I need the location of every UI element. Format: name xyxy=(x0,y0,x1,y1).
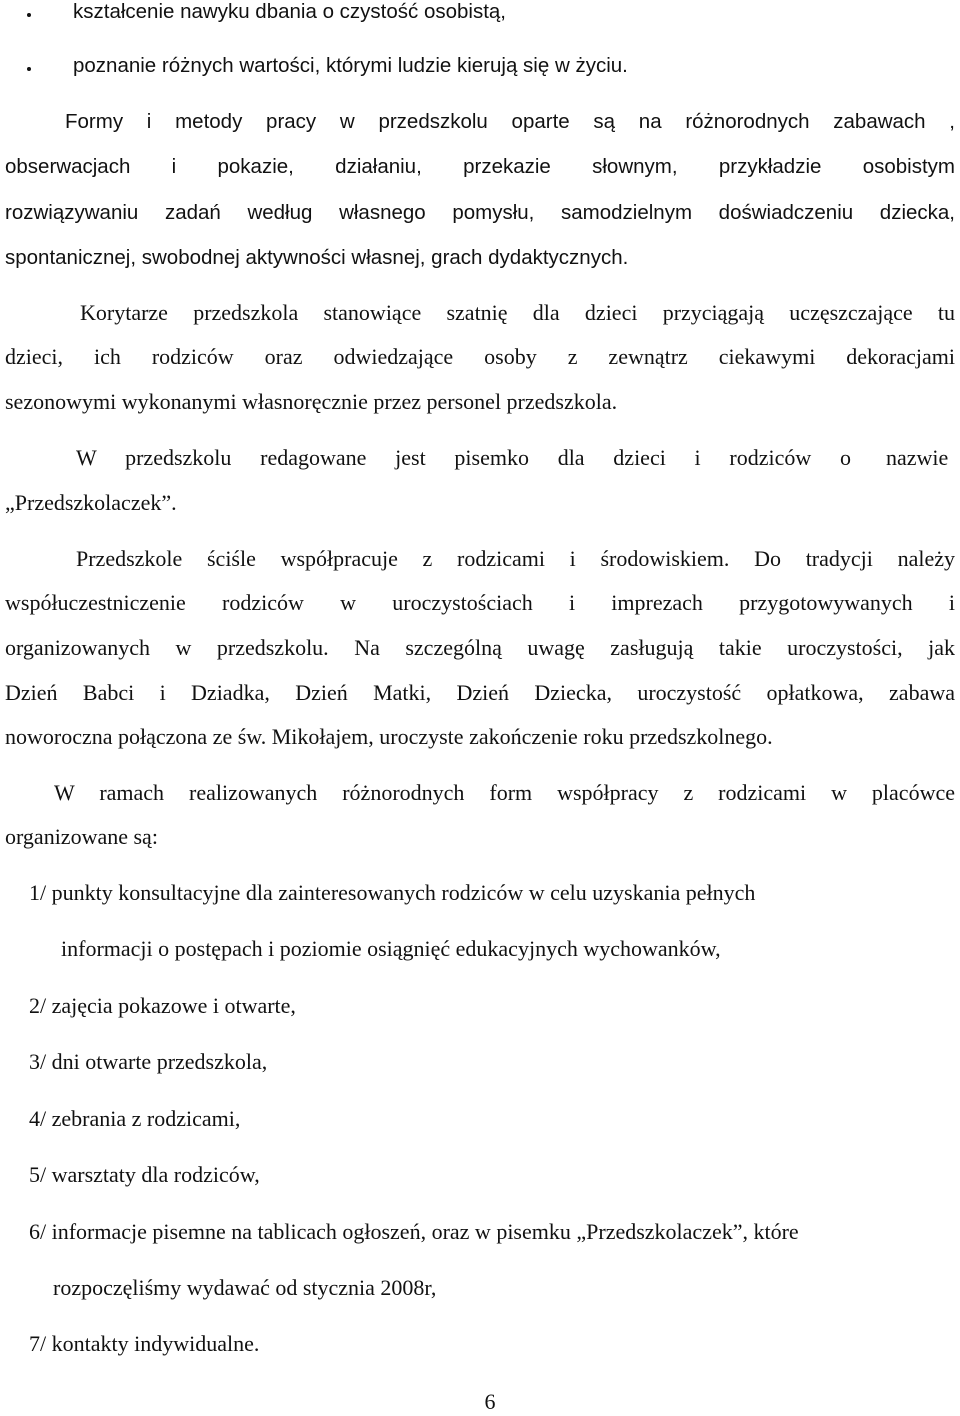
bullet-item-hygiene: kształcenie nawyku dbania o czystość osobistą, xyxy=(73,0,507,23)
list-item-continuation: informacji o postępach i poziomie osiągnięć edukacyjnych wychowanków, xyxy=(61,936,721,961)
cooperation-paragraph-line: Dzień Babci i Dziadka, Dzień Matki, Dzień Dziecka, uroczystość opłatkowa, zabawa xyxy=(5,680,955,705)
list-item: 4/ zebrania z rodzicami, xyxy=(29,1106,241,1131)
magazine-paragraph-line: W przedszkolu redagowane jest pisemko dla dzieci i rodziców o xyxy=(76,445,851,470)
list-item: 7/ kontakty indywidualne. xyxy=(29,1331,260,1356)
list-item: 3/ dni otwarte przedszkola, xyxy=(29,1049,268,1074)
cooperation-paragraph-line: Przedszkole ściśle współpracuje z rodzicami i środowiskiem. Do tradycji należy xyxy=(76,546,955,571)
corridors-paragraph-line: Korytarze przedszkola stanowiące szatnię dla dzieci przyciągają uczęszczające tu xyxy=(80,300,955,325)
magazine-paragraph-line: „Przedszkolaczek”. xyxy=(5,490,177,515)
page-number: 6 xyxy=(484,1389,496,1414)
bullet-dot xyxy=(27,67,31,71)
corridors-paragraph-line: dzieci, ich rodziców oraz odwiedzające osoby z zewnątrz ciekawymi dekoracjami xyxy=(5,344,955,369)
forms-intro-line: organizowane są: xyxy=(5,824,158,849)
list-item: 2/ zajęcia pokazowe i otwarte, xyxy=(29,993,296,1018)
cooperation-paragraph-line: noworoczna połączona ze św. Mikołajem, uroczyste zakończenie roku przedszkolnego. xyxy=(5,724,773,749)
forms-paragraph-line: spontanicznej, swobodnej aktywności własnej, grach dydaktycznych. xyxy=(5,246,629,269)
list-item: 6/ informacje pisemne na tablicach ogłoszeń, oraz w pisemku „Przedszkolaczek”, które xyxy=(29,1219,799,1244)
list-item: 5/ warsztaty dla rodziców, xyxy=(29,1162,260,1187)
bullet-item-values: poznanie różnych wartości, którymi ludzie kierują się w życiu. xyxy=(73,54,628,77)
bullet-dot xyxy=(27,13,31,17)
forms-paragraph-line: obserwacjach i pokazie, działaniu, przekazie słownym, przykładzie osobistym xyxy=(5,155,955,178)
forms-paragraph-line: Formy i metody pracy w przedszkolu oparte są na różnorodnych zabawach , xyxy=(65,110,955,133)
list-item: 1/ punkty konsultacyjne dla zainteresowanych rodziców w celu uzyskania pełnych xyxy=(29,880,756,905)
forms-intro-line: W ramach realizowanych różnorodnych form współpracy z rodzicami w placówce xyxy=(54,780,955,805)
cooperation-paragraph-line: współuczestniczenie rodziców w uroczystościach i imprezach przygotowywanych i xyxy=(5,590,955,615)
corridors-paragraph-line: sezonowymi wykonanymi własnoręcznie przez personel przedszkola. xyxy=(5,389,618,414)
cooperation-paragraph-line: organizowanych w przedszkolu. Na szczególną uwagę zasługują takie uroczystości, jak xyxy=(5,635,955,660)
forms-paragraph-line: rozwiązywaniu zadań według własnego pomysłu, samodzielnym doświadczeniu dziecka, xyxy=(5,201,955,224)
list-item-continuation: rozpoczęliśmy wydawać od stycznia 2008r, xyxy=(53,1275,437,1300)
magazine-paragraph-line-end: nazwie xyxy=(886,445,949,470)
